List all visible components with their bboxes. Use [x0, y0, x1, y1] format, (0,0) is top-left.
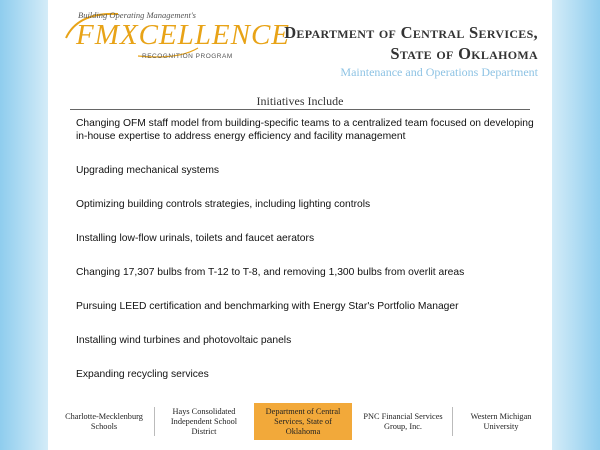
footer-org-label: Hays Consolidated Independent School District	[170, 406, 238, 436]
footer-org-item	[154, 403, 254, 440]
initiative-item: Upgrading mechanical systems	[76, 165, 220, 176]
initiative-item: Changing OFM staff model from building-specific teams to a centralized team focused on developing in-house expertise to address energy efficiency and facility management	[76, 118, 534, 142]
department-title-line1: Department of Central Services,	[284, 23, 538, 42]
footer-separator	[154, 407, 155, 436]
department-title-line2: State of Oklahoma	[390, 44, 538, 63]
footer-org-label: Department of Central Services, State of Oklahoma	[265, 406, 341, 436]
logo-sub-text: RECOGNITION PROGRAM	[142, 53, 233, 60]
logo-big-text: FMXCELLENCE	[76, 19, 291, 51]
footer-organizations	[54, 403, 550, 440]
footer-org-item	[254, 403, 352, 440]
initiative-item: Pursuing LEED certification and benchmarking with Energy Star's Portfolio Manager	[76, 301, 459, 312]
heading-divider	[70, 109, 530, 110]
footer-org-label: Charlotte-Mecklenburg Schools	[65, 411, 143, 431]
initiative-item: Expanding recycling services	[76, 369, 209, 380]
footer-org-item	[354, 403, 452, 440]
footer-separator	[452, 407, 453, 436]
initiative-item: Changing 17,307 bulbs from T-12 to T-8, and removing 1,300 bulbs from overlit areas	[76, 267, 465, 278]
initiative-item: Optimizing building controls strategies, including lighting controls	[76, 199, 371, 210]
initiative-item: Installing wind turbines and photovoltaic panels	[76, 335, 292, 346]
section-heading: Initiatives Include	[256, 94, 344, 108]
footer-org-label: Western Michigan University	[470, 411, 532, 431]
fmxcellence-logo	[58, 8, 291, 66]
logo-small-text: Building Operating Management's	[78, 10, 196, 20]
initiative-item: Installing low-flow urinals, toilets and faucet aerators	[76, 233, 315, 244]
footer-org-label: PNC Financial Services Group, Inc.	[363, 411, 443, 431]
department-subtitle: Maintenance and Operations Department	[340, 65, 538, 79]
footer-org-item	[54, 403, 154, 440]
department-title	[284, 22, 538, 64]
footer-org-item	[452, 403, 550, 440]
slide	[48, 0, 552, 450]
